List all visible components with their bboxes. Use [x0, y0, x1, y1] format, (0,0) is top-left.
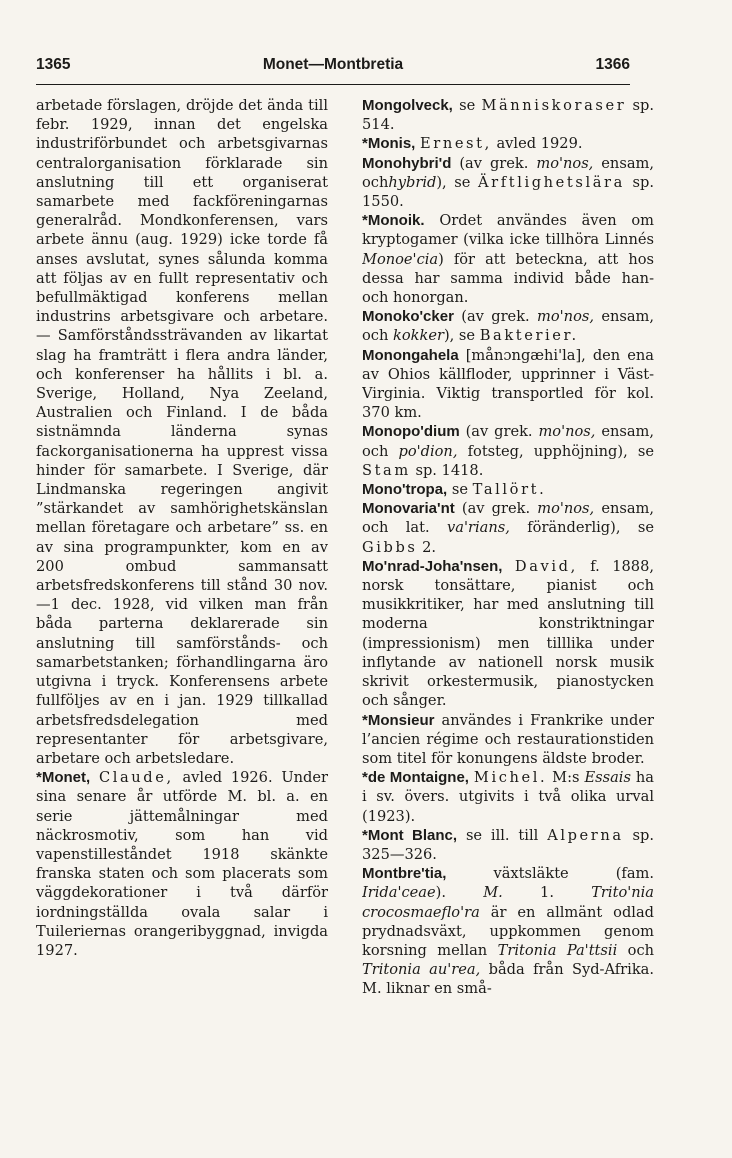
continuation-paragraph: arbetade förslagen, dröjde det ända till febr. 1929, innan det engelska industriförbundet och arbetsgivarnas centralorganisation förklarade sin anslutning till ett organiserat samarbete med fackföreningarnas generalråd. Mondkonferensen, vars arbete ännu (aug. 1929) icke torde få anses avslutat, synes sålunda komma att följas av en fullt representativ och befullmäktigad konferens mellan industrins arbetsgivare och arbetare. — Samförståndssträvanden av likartat slag ha framträtt i flera andra länder, och konferenser ha hållits i bl. a. Sverige, Holland, Nya Zeeland, Australien och Finland. I de båda sistnämnda länderna synas fackorganisationerna ha upprest vissa hinder för samarbete. I Sverige, där Lindmanska regeringen angivit ”stärkandet av samhörighetskänslan mellan företagare och arbetare” ss. en av sina programpunkter, kom en av 200 ombud sammansatt arbetsfredskonferens till stånd 30 nov. —1 dec. 1928, vid vilken man från båda parterna deklarerade sin anslutning till samförstånds- och samarbetstanken; förhandlingarna äro utgivna i tryck. Konferensens arbete fullföljes av en i jan. 1929 tillkallad arbetsfredsdelegation med representanter för arbetsgivare, arbetare och arbetsledare. — [36, 97, 328, 767]
entry-text: sp. 514. — [362, 97, 654, 134]
entry-text: och — [627, 941, 654, 959]
entry-mongolveck — [362, 96, 654, 134]
right-column — [362, 96, 654, 1106]
entry-name: David, — [514, 557, 578, 575]
etymology-term: va'rians, — [447, 519, 510, 537]
taxon-name: Trito'nia crocosmaeflo'ra — [362, 884, 654, 921]
entry-text: avled 1926. Under sina senare år utförde M. bl. a. en serie jättemålningar med näckrosmotiv, som han vid vapenstilleståndet 1918 skänkte franska staten och som placerats som väggdekorationer i två därför iordningställda ovala salar i Tuileriernas orangeribyggnad, invigda 1927. — [36, 769, 328, 959]
entry-text: användes i Frankrike under l’ancien régime och restaurationstiden som titel för konungens äldste broder. — [362, 711, 654, 767]
entry-monohybrid — [362, 154, 654, 212]
page-number-left: 1365 — [36, 56, 71, 73]
left-column — [36, 96, 328, 1106]
entry-text: är en allmänt odlad prydnadsväxt, uppkommen genom korsning mellan — [362, 903, 654, 959]
headword: *de Montaigne, — [362, 769, 469, 787]
taxon-name: Tritonia Pa'ttsii — [497, 941, 618, 959]
headword: Mono'tropa, — [362, 481, 448, 499]
entry-monongahela — [362, 346, 654, 423]
headword: Monongahela — [362, 346, 459, 364]
entry-text: (av grek. — [459, 154, 529, 172]
etymology-term: mo'nos, — [538, 423, 596, 441]
entry-text: 1. — [540, 884, 554, 902]
entry-text: se ill. till — [465, 826, 539, 844]
entry-text: se — [459, 97, 476, 114]
entry-monis — [362, 134, 654, 153]
entry-monoik — [362, 211, 654, 307]
headword: *Monsieur — [362, 711, 435, 729]
headword: Monoko'cker — [362, 308, 454, 326]
cross-reference: Alperna — [547, 826, 624, 844]
page-number-right: 1366 — [595, 56, 630, 73]
cross-reference: Gibbs — [362, 538, 418, 556]
taxon-name: Monoe'cia — [362, 250, 439, 268]
etymology-term: mo'nos, — [537, 500, 595, 518]
entry-monopodium — [362, 422, 654, 480]
entry-text: ). — [435, 884, 446, 902]
running-title: Monet—Montbretia — [262, 56, 404, 73]
entry-text: f. 1888, norsk tonsättare, pianist och musikkritiker, har med anslutning till moderna konstriktningar (impressionism) men tilllika under inflytande av nationell norsk musik skrivit orkestermusik, pianostycken och sånger. — [362, 557, 654, 710]
entry-text: ensam, och — [362, 423, 654, 460]
headword: Montbre'tia, — [362, 865, 447, 883]
entry-text: se — [451, 481, 468, 499]
entry-monsieur — [362, 711, 654, 769]
taxon-name: M. — [483, 884, 503, 902]
entry-text: båda från Syd-Afrika. M. liknar en små- — [362, 961, 654, 998]
entry-text: föränderlig), se — [527, 519, 654, 537]
work-title: Essais — [584, 769, 631, 787]
entry-name: Claude, — [98, 769, 174, 787]
entry-mont-blanc — [362, 826, 654, 864]
entry-text: sp. 1550. — [362, 173, 654, 211]
etymology-term: kokker — [393, 327, 444, 345]
headword: *Mont Blanc, — [362, 826, 458, 844]
entry-text: ), se — [443, 327, 476, 345]
entry-text: fotsteg, upphöjning), se — [467, 442, 654, 460]
cross-reference: Människoraser — [481, 97, 627, 114]
entry-text: sp. 1418. — [415, 461, 484, 479]
etymology-term: hybrid — [388, 173, 437, 191]
taxon-name: Irida'ceae — [362, 884, 436, 902]
headword: *Monoik. — [362, 212, 425, 230]
taxon-name: Tritonia au'rea, — [362, 961, 481, 979]
etymology-term: mo'nos, — [537, 308, 594, 326]
cross-reference: Bakterier. — [479, 327, 579, 345]
entry-name: Michel. — [473, 769, 548, 787]
entry-text: 2. — [422, 538, 437, 556]
entry-text: ensam, och — [362, 308, 654, 345]
entry-text: Ordet användes även om kryptogamer (vilka icke tillhöra Linnés — [362, 212, 654, 249]
etymology-term: mo'nos, — [536, 154, 594, 172]
entry-text: (av grek. — [461, 308, 530, 326]
page-header — [36, 54, 630, 82]
entry-name: Ernest, — [419, 135, 492, 153]
headword: *Monet, — [36, 769, 91, 787]
header-rule — [36, 84, 630, 85]
headword: Monovaria'nt — [362, 500, 455, 518]
entry-text: M:s — [552, 769, 580, 787]
entry-text: ensam, och — [362, 154, 654, 191]
entry-montaigne — [362, 768, 654, 826]
entry-text: avled 1929. — [496, 135, 583, 153]
headword: Mo'nrad-Joha'nsen, — [362, 557, 503, 575]
entry-monotropa — [362, 480, 654, 499]
headword: Monohybri'd — [362, 154, 452, 172]
cross-reference: Tallört. — [472, 481, 547, 499]
entry-monovariant — [362, 499, 654, 557]
entry-montbretia — [362, 864, 654, 998]
etymology-term: po'dion, — [398, 442, 458, 460]
entry-text: [månɔngæhi'la], den ena av Ohios källfloder, upprinner i Väst-Virginia. Viktig transportled för kol. 370 km. — [362, 346, 654, 422]
entry-text: ), se — [436, 173, 471, 191]
cross-reference: Ärftlighetslära — [478, 173, 625, 191]
entry-text: växtsläkte (fam. — [493, 865, 654, 883]
entry-monrad-johansen — [362, 557, 654, 711]
entry-text: (av grek. — [465, 423, 533, 441]
entry-text: (av grek. — [461, 500, 531, 518]
cross-reference: Stam — [362, 461, 411, 479]
headword: *Monis, — [362, 135, 416, 153]
entry-monet — [36, 768, 328, 960]
entry-text: sp. 325—326. — [362, 826, 654, 863]
entry-text: ha i sv. övers. utgivits i två olika urval (1923). — [362, 769, 654, 825]
headword: Monopo'dium — [362, 423, 460, 441]
entry-text: ) för att beteckna, att hos dessa har samma individ både han- och honorgan. — [362, 250, 654, 307]
headword: Mongolveck, — [362, 97, 453, 114]
entry-text: ensam, och lat. — [362, 500, 654, 537]
entry-monokocker — [362, 307, 654, 345]
